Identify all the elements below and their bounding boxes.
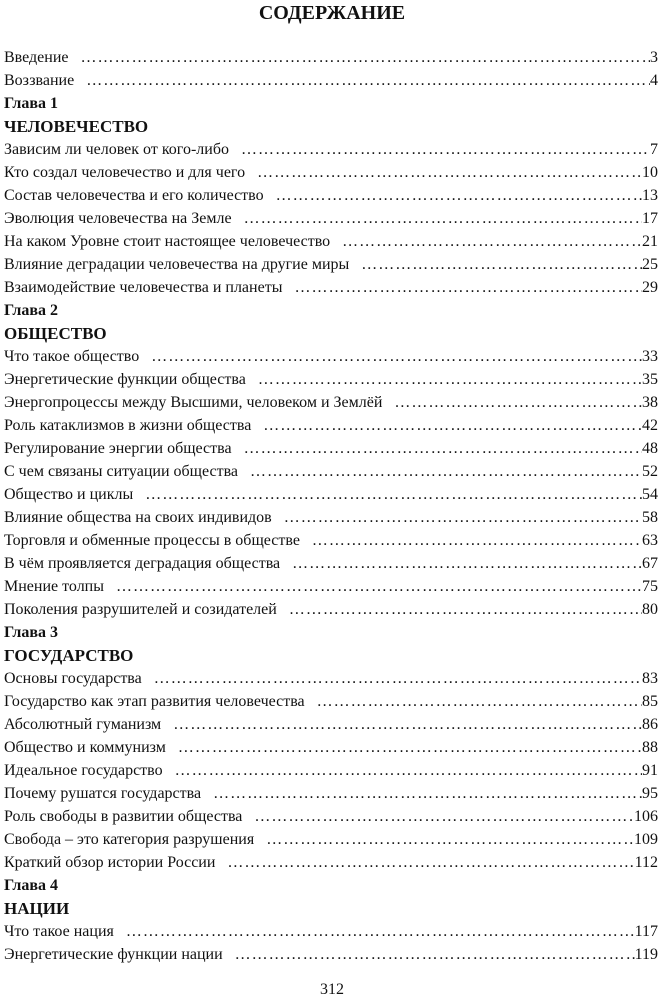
chapter-label — [4, 874, 658, 897]
chapter-label-text: Глава 2 — [4, 302, 58, 319]
toc-entry — [4, 598, 658, 621]
toc-entry-title: Свобода – это категория разрушения — [4, 831, 255, 848]
toc-entry-title: С чем связаны ситуации общества — [4, 463, 239, 480]
toc-entry-title: Государство как этап развития человечества — [4, 693, 305, 710]
toc-entry — [4, 690, 658, 713]
dot-leader — [305, 690, 642, 713]
dot-leader — [280, 552, 642, 575]
toc-entry-page: 58 — [642, 509, 658, 526]
toc-entry-page: 119 — [634, 946, 658, 963]
toc-entry-page: 54 — [642, 486, 658, 503]
toc-entry-page: 38 — [642, 394, 658, 411]
toc-entry-page: 52 — [642, 463, 658, 480]
toc-entry-title: Основы государства — [4, 670, 142, 687]
toc-entry — [4, 207, 658, 230]
toc-entry-title: Состав человечества и его количество — [4, 187, 264, 204]
chapter-label-text: Глава 1 — [4, 95, 58, 112]
toc-entry — [4, 437, 658, 460]
dot-leader — [300, 529, 642, 552]
toc-entry-title: Введение — [4, 49, 69, 66]
toc-entry-page: 85 — [642, 693, 658, 710]
toc-entry — [4, 161, 658, 184]
part-heading — [4, 115, 658, 138]
toc-entry — [4, 713, 658, 736]
toc-entry-page: 35 — [642, 371, 658, 388]
dot-leader — [238, 460, 642, 483]
toc-entry-page: 17 — [642, 210, 658, 227]
toc-entry — [4, 506, 658, 529]
dot-leader — [161, 713, 642, 736]
dot-leader — [245, 161, 642, 184]
toc-entry-title: Влияние общества на своих индивидов — [4, 509, 272, 526]
part-heading-text: НАЦИИ — [4, 899, 70, 918]
toc-entry-page: 106 — [634, 808, 658, 825]
part-heading-text: ГОСУДАРСТВО — [4, 646, 134, 665]
toc-entry-title: Поколения разрушителей и созидателей — [4, 601, 277, 618]
toc-entry — [4, 276, 658, 299]
dot-leader — [272, 506, 642, 529]
toc-entry-title: Мнение толпы — [4, 578, 104, 595]
dot-leader — [133, 483, 642, 506]
dot-leader — [215, 851, 634, 874]
toc-entry-title: Эволюция человечества на Земле — [4, 210, 232, 227]
toc-entry-page: 33 — [642, 348, 658, 365]
toc-entry-page: 10 — [642, 164, 658, 181]
toc-entry-page: 21 — [642, 233, 658, 250]
dot-leader — [277, 598, 642, 621]
chapter-label — [4, 621, 658, 644]
toc-entry — [4, 759, 658, 782]
toc-entry-page: 95 — [642, 785, 658, 802]
dot-leader — [246, 368, 642, 391]
toc-entry-title: Зависим ли человек от кого-либо — [4, 141, 229, 158]
toc-entry-title: Энергетические функции общества — [4, 371, 246, 388]
toc-entry-page: 3 — [650, 49, 658, 66]
page-number: 312 — [320, 981, 344, 998]
toc-entry-page: 67 — [642, 555, 658, 572]
dot-leader — [114, 920, 635, 943]
dot-leader — [232, 207, 642, 230]
dot-leader — [163, 759, 642, 782]
toc-entry-page: 63 — [642, 532, 658, 549]
part-heading — [4, 322, 658, 345]
toc-entry — [4, 828, 658, 851]
toc-entry-title: Кто создал человечество и для чего — [4, 164, 246, 181]
toc-entry — [4, 483, 658, 506]
toc-entry-title: Роль катаклизмов в жизни общества — [4, 417, 252, 434]
dot-leader — [242, 805, 634, 828]
toc-entry — [4, 46, 658, 69]
dot-leader — [69, 46, 651, 69]
toc-entry — [4, 69, 658, 92]
toc-entry — [4, 184, 658, 207]
chapter-label — [4, 299, 658, 322]
toc-entry-page: 4 — [650, 72, 658, 89]
dot-leader — [74, 69, 650, 92]
toc-entry-page: 7 — [650, 141, 658, 158]
dot-leader — [166, 736, 642, 759]
chapter-label-text: Глава 4 — [4, 877, 58, 894]
page-title: СОДЕРЖАНИЕ — [258, 2, 406, 24]
table-of-contents — [4, 46, 658, 966]
toc-entry-page: 112 — [634, 854, 658, 871]
toc-entry-page: 91 — [642, 762, 658, 779]
toc-entry-page: 109 — [634, 831, 658, 848]
toc-entry — [4, 736, 658, 759]
toc-entry — [4, 230, 658, 253]
toc-entry — [4, 253, 658, 276]
toc-entry-title: Что такое общество — [4, 348, 140, 365]
toc-entry-title: Идеальное государство — [4, 762, 163, 779]
toc-entry — [4, 667, 658, 690]
dot-leader — [232, 437, 642, 460]
dot-leader — [104, 575, 642, 598]
toc-entry-page: 13 — [642, 187, 658, 204]
toc-entry — [4, 575, 658, 598]
toc-entry-title: Энергопроцессы между Высшими, человеком и Землёй — [4, 394, 383, 411]
toc-entry-title: Влияние деградации человечества на другие миры — [4, 256, 350, 273]
toc-entry-title: Абсолютный гуманизм — [4, 716, 162, 733]
toc-entry-title: Общество и коммунизм — [4, 739, 166, 756]
toc-entry-page: 88 — [642, 739, 658, 756]
dot-leader — [264, 184, 642, 207]
toc-entry-title: В чём проявляется деградация общества — [4, 555, 281, 572]
toc-entry-page: 86 — [642, 716, 658, 733]
toc-entry-page: 75 — [642, 578, 658, 595]
toc-entry-title: Почему рушатся государства — [4, 785, 202, 802]
toc-entry — [4, 552, 658, 575]
dot-leader — [382, 391, 642, 414]
toc-entry — [4, 943, 658, 966]
dot-leader — [349, 253, 642, 276]
dot-leader — [223, 943, 635, 966]
dot-leader — [229, 138, 650, 161]
chapter-label-text: Глава 3 — [4, 624, 58, 641]
toc-entry — [4, 345, 658, 368]
dot-leader — [330, 230, 642, 253]
toc-entry-page: 83 — [642, 670, 658, 687]
toc-entry — [4, 391, 658, 414]
dot-leader — [142, 667, 642, 690]
toc-entry-title: Воззвание — [4, 72, 75, 89]
part-heading-text: ОБЩЕСТВО — [4, 324, 107, 343]
toc-entry-title: Регулирование энергии общества — [4, 440, 232, 457]
dot-leader — [251, 414, 642, 437]
toc-entry-page: 25 — [642, 256, 658, 273]
chapter-label — [4, 92, 658, 115]
toc-entry — [4, 460, 658, 483]
dot-leader — [254, 828, 634, 851]
toc-entry — [4, 529, 658, 552]
part-heading — [4, 644, 658, 667]
toc-entry — [4, 138, 658, 161]
toc-entry — [4, 920, 658, 943]
part-heading — [4, 897, 658, 920]
toc-entry-title: Что такое нация — [4, 923, 114, 940]
toc-entry-title: Торговля и обменные процессы в обществе — [4, 532, 300, 549]
toc-entry-title: Краткий обзор истории России — [4, 854, 216, 871]
toc-entry-page: 48 — [642, 440, 658, 457]
dot-leader — [282, 276, 642, 299]
toc-entry — [4, 782, 658, 805]
toc-entry-title: На каком Уровне стоит настоящее человечество — [4, 233, 331, 250]
dot-leader — [139, 345, 642, 368]
toc-entry-title: Роль свободы в развитии общества — [4, 808, 243, 825]
toc-entry-page: 29 — [642, 279, 658, 296]
toc-entry-title: Общество и циклы — [4, 486, 134, 503]
toc-entry-title: Взаимодействие человечества и планеты — [4, 279, 283, 296]
toc-entry — [4, 805, 658, 828]
toc-entry-page: 42 — [642, 417, 658, 434]
part-heading-text: ЧЕЛОВЕЧЕСТВО — [4, 117, 149, 136]
toc-entry — [4, 414, 658, 437]
toc-entry-page: 80 — [642, 601, 658, 618]
toc-entry-page: 117 — [634, 923, 658, 940]
toc-entry — [4, 368, 658, 391]
dot-leader — [201, 782, 642, 805]
toc-entry — [4, 851, 658, 874]
toc-entry-title: Энергетические функции нации — [4, 946, 223, 963]
